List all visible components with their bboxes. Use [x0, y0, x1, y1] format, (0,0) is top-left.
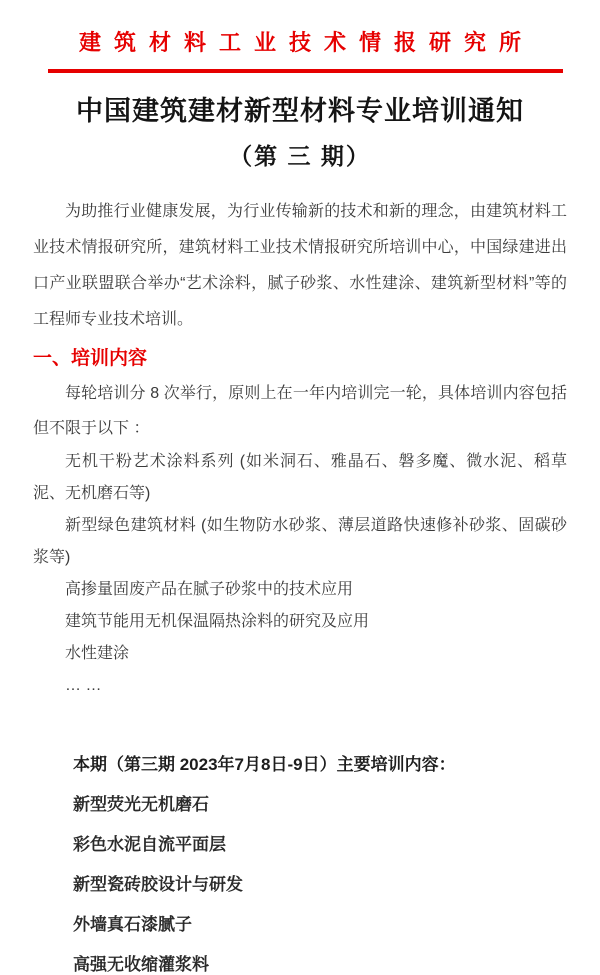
training-topic-item: 高掺量固废产品在腻子砂浆中的技术应用	[65, 581, 354, 598]
training-topic-item: 无机干粉艺术涂料系列 (如米洞石、雅晶石、磐多魔、微水泥、稻草泥、无机磨石等)	[33, 453, 567, 502]
training-lead-paragraph: 每轮培训分 8 次举行，原则上在一年内培训完一轮，具体培训内容包括但不限于以下 ：	[33, 385, 567, 437]
current-session-topic: 外墙真石漆腻子	[73, 915, 192, 934]
notice-title: 中国建筑建材新型材料专业培训通知	[76, 96, 524, 126]
header-divider-rule	[48, 69, 563, 73]
current-session-topic: 新型荧光无机磨石	[73, 795, 209, 814]
current-session-heading: 本期（第三期 2023年7月8日-9日）主要培训内容：	[73, 755, 456, 774]
intro-paragraph: 为助推行业健康发展，为行业传输新的技术和新的理念，由建筑材料工业技术情报研究所，建筑材料工业技术情报研究所培训中心，中国绿建进出口产业联盟联合举办“艺术涂料，腻子砂浆、水性建涂、建筑新型材料”等的工程师专业技术培训。	[33, 203, 567, 328]
institute-name: 建筑材料工业技术情报研究所	[78, 30, 534, 55]
current-session-topic: 高强无收缩灌浆料	[73, 955, 209, 974]
session-number: （第 三 期）	[229, 143, 371, 169]
section-heading-training-content: 一、培训内容	[33, 348, 148, 369]
current-session-topic: 新型瓷砖胶设计与研发	[73, 875, 243, 894]
training-topic-list	[33, 446, 567, 702]
training-topic-item: 建筑节能用无机保温隔热涂料的研究及应用	[65, 613, 370, 630]
training-topic-ellipsis: … …	[65, 677, 102, 694]
current-session-topic: 彩色水泥自流平面层	[73, 835, 226, 854]
training-topic-item: 新型绿色建筑材料 (如生物防水砂浆、薄层道路快速修补砂浆、固碳砂浆等)	[33, 517, 567, 566]
training-topic-item: 水性建涂	[65, 645, 130, 662]
